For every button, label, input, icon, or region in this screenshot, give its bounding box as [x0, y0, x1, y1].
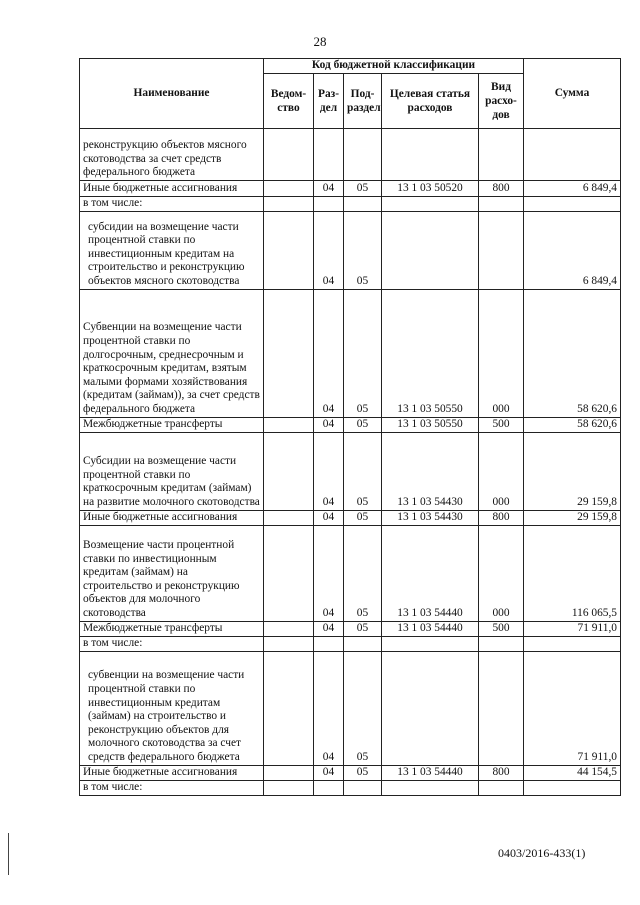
row-vedomstvo [264, 417, 314, 432]
row-razdel: 04 [314, 432, 344, 510]
table-row [80, 636, 621, 651]
row-razdel: 04 [314, 621, 344, 636]
row-sum [524, 780, 621, 795]
row-podrazdel: 05 [344, 417, 382, 432]
row-target-article [382, 651, 479, 765]
table-row [80, 621, 621, 636]
row-name: Субвенции на возмещение части процентной ставки по долгосрочным, среднесрочным и краткосрочным кредитам, взятым малыми формами хозяйствования (кредитам (займам)), за счет средств федерального бюджета [80, 289, 264, 417]
row-podrazdel: 05 [344, 651, 382, 765]
row-vedomstvo [264, 780, 314, 795]
row-sum: 44 154,5 [524, 765, 621, 780]
row-sum: 29 159,8 [524, 432, 621, 510]
row-target-article [382, 129, 479, 181]
row-expense-type [479, 197, 524, 212]
row-expense-type: 000 [479, 289, 524, 417]
row-sum: 29 159,8 [524, 510, 621, 525]
header-celevaya: Целевая статья расходов [382, 74, 479, 129]
header-podrazdel: Под-раздел [344, 74, 382, 129]
header-sum: Сумма [524, 59, 621, 129]
row-razdel [314, 780, 344, 795]
row-target-article: 13 1 03 54440 [382, 621, 479, 636]
row-podrazdel [344, 636, 382, 651]
table-row [80, 780, 621, 795]
row-sum [524, 636, 621, 651]
row-sum: 6 849,4 [524, 211, 621, 289]
table-row [80, 651, 621, 765]
header-classification-group: Код бюджетной классификации [264, 59, 524, 74]
budget-table [79, 58, 621, 796]
row-podrazdel: 05 [344, 765, 382, 780]
row-podrazdel [344, 780, 382, 795]
row-razdel [314, 636, 344, 651]
row-expense-type: 000 [479, 525, 524, 621]
row-target-article [382, 636, 479, 651]
row-target-article [382, 780, 479, 795]
row-expense-type: 500 [479, 417, 524, 432]
row-name: Иные бюджетные ассигнования [80, 510, 264, 525]
row-name: субвенции на возмещение части процентной ставки по инвестиционным кредитам (займам) на строительство и реконструкцию объектов для молочного скотоводства за счет средств федерального бюджета [80, 651, 264, 765]
table-row [80, 289, 621, 417]
row-sum [524, 197, 621, 212]
row-razdel: 04 [314, 289, 344, 417]
table-body [80, 129, 621, 796]
row-vedomstvo [264, 525, 314, 621]
row-razdel [314, 197, 344, 212]
row-name: Субсидии на возмещение части процентной ставки по краткосрочным кредитам (займам) на развитие молочного скотоводства [80, 432, 264, 510]
row-target-article: 13 1 03 50550 [382, 417, 479, 432]
row-target-article: 13 1 03 54440 [382, 765, 479, 780]
table-row [80, 417, 621, 432]
header-razdel: Раз-дел [314, 74, 344, 129]
row-vedomstvo [264, 211, 314, 289]
row-razdel: 04 [314, 417, 344, 432]
row-name: Иные бюджетные ассигнования [80, 181, 264, 197]
header-vedomstvo: Ведом-ство [264, 74, 314, 129]
row-vedomstvo [264, 181, 314, 197]
row-podrazdel: 05 [344, 510, 382, 525]
row-razdel: 04 [314, 181, 344, 197]
row-expense-type: 800 [479, 765, 524, 780]
row-podrazdel: 05 [344, 525, 382, 621]
header-vid: Вид расхо-дов [479, 74, 524, 129]
row-name: в том числе: [80, 780, 264, 795]
row-sum: 116 065,5 [524, 525, 621, 621]
row-vedomstvo [264, 432, 314, 510]
row-target-article: 13 1 03 50550 [382, 289, 479, 417]
row-podrazdel: 05 [344, 621, 382, 636]
row-sum: 6 849,4 [524, 181, 621, 197]
row-razdel: 04 [314, 525, 344, 621]
row-expense-type [479, 651, 524, 765]
row-vedomstvo [264, 651, 314, 765]
row-target-article: 13 1 03 50520 [382, 181, 479, 197]
row-razdel: 04 [314, 510, 344, 525]
row-razdel [314, 129, 344, 181]
row-target-article: 13 1 03 54430 [382, 432, 479, 510]
row-podrazdel: 05 [344, 181, 382, 197]
row-expense-type: 800 [479, 181, 524, 197]
row-vedomstvo [264, 621, 314, 636]
table-row [80, 197, 621, 212]
row-sum: 58 620,6 [524, 289, 621, 417]
row-sum [524, 129, 621, 181]
row-vedomstvo [264, 129, 314, 181]
margin-line [8, 833, 9, 875]
row-name: Возмещение части процентной ставки по инвестиционным кредитам (займам) на строительство и реконструкцию объектов для молочного скотоводства [80, 525, 264, 621]
row-expense-type [479, 780, 524, 795]
row-podrazdel: 05 [344, 432, 382, 510]
row-target-article [382, 197, 479, 212]
row-vedomstvo [264, 510, 314, 525]
row-expense-type [479, 636, 524, 651]
row-name: реконструкцию объектов мясного скотоводства за счет средств федерального бюджета [80, 129, 264, 181]
document-code: 0403/2016-433(1) [498, 846, 586, 860]
table-row [80, 765, 621, 780]
row-name: субсидии на возмещение части процентной ставки по инвестиционным кредитам на строительство и реконструкцию объектов мясного скотоводства [80, 211, 264, 289]
row-name: Межбюджетные трансферты [80, 621, 264, 636]
row-expense-type: 000 [479, 432, 524, 510]
row-target-article: 13 1 03 54440 [382, 525, 479, 621]
row-expense-type: 800 [479, 510, 524, 525]
row-vedomstvo [264, 197, 314, 212]
row-razdel: 04 [314, 651, 344, 765]
row-podrazdel: 05 [344, 289, 382, 417]
row-vedomstvo [264, 289, 314, 417]
row-expense-type [479, 211, 524, 289]
row-razdel: 04 [314, 765, 344, 780]
table-row [80, 211, 621, 289]
row-sum: 71 911,0 [524, 621, 621, 636]
header-name: Наименование [80, 59, 264, 129]
row-name: в том числе: [80, 636, 264, 651]
row-name: в том числе: [80, 197, 264, 212]
row-sum: 71 911,0 [524, 651, 621, 765]
row-target-article [382, 211, 479, 289]
row-name: Иные бюджетные ассигнования [80, 765, 264, 780]
row-target-article: 13 1 03 54430 [382, 510, 479, 525]
row-sum: 58 620,6 [524, 417, 621, 432]
row-expense-type [479, 129, 524, 181]
row-name: Межбюджетные трансферты [80, 417, 264, 432]
table-row [80, 129, 621, 181]
row-podrazdel [344, 197, 382, 212]
row-razdel: 04 [314, 211, 344, 289]
row-vedomstvo [264, 765, 314, 780]
row-podrazdel: 05 [344, 211, 382, 289]
row-expense-type: 500 [479, 621, 524, 636]
table-row [80, 432, 621, 510]
row-podrazdel [344, 129, 382, 181]
row-vedomstvo [264, 636, 314, 651]
table-row [80, 510, 621, 525]
table-row [80, 525, 621, 621]
page-number: 28 [313, 34, 327, 49]
table-row [80, 181, 621, 197]
